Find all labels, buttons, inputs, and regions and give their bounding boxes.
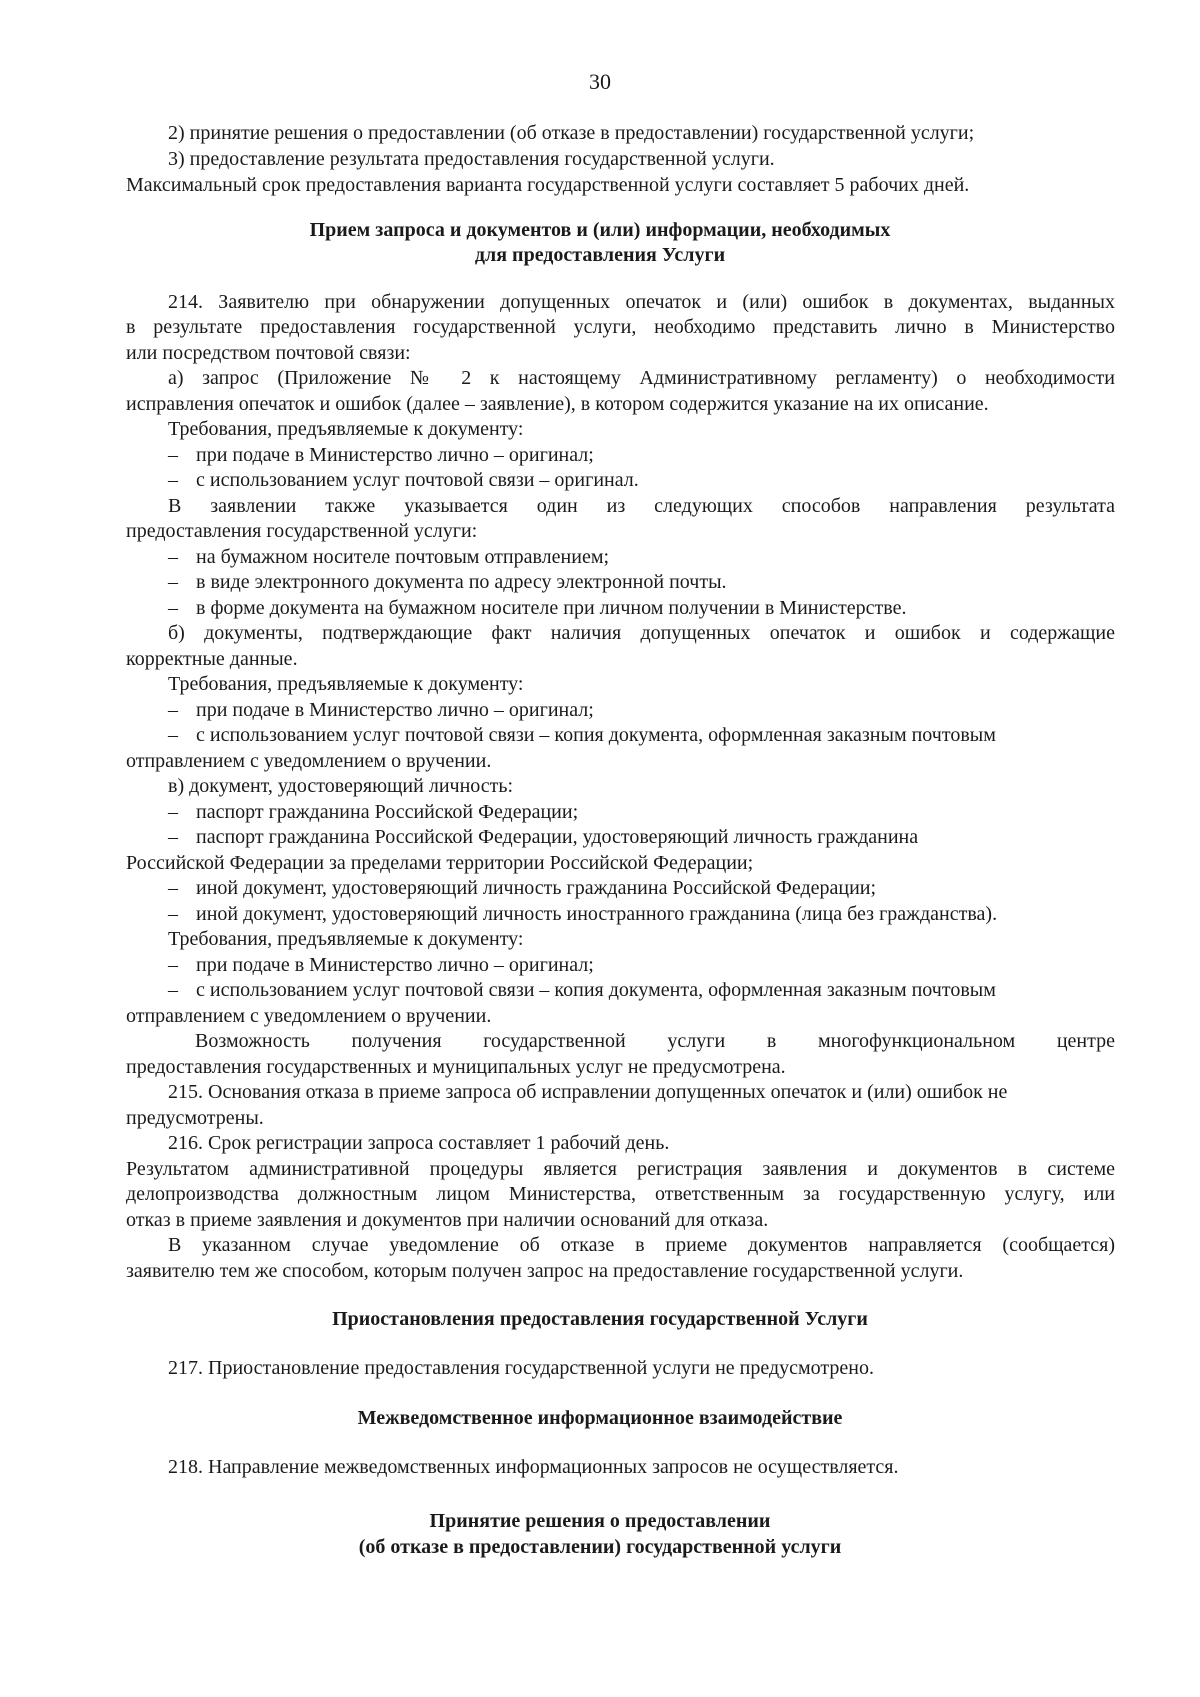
paragraph-line: б) документы, подтверждающие факт наличия допущенных опечаток и ошибок и содержащие (168, 622, 1115, 644)
section-heading: (об отказе в предоставлении) государственной услуги (358, 1536, 842, 1558)
paragraph-line: а) запрос (Приложение № 2 к настоящему Административному регламенту) о необходимости (168, 367, 1115, 389)
list-item: – при подаче в Министерство лично – оригинал; (168, 699, 594, 721)
list-item: – с использованием услуг почтовой связи – копия документа, оформленная заказным почтовым (168, 724, 996, 746)
paragraph-line: 218. Направление межведомственных информационных запросов не осуществляется. (168, 1456, 899, 1478)
dash-bullet: – (168, 826, 178, 848)
paragraph-line: 217. Приостановление предоставления государственной услуги не предусмотрено. (168, 1357, 874, 1379)
list-item: – иной документ, удостоверяющий личность иностранного гражданина (лица без гражданства). (168, 903, 998, 925)
paragraph-line: отправлением с уведомлением о вручении. (126, 750, 492, 772)
list-item-3: 3) предоставление результата предоставления государственной услуги. (168, 148, 775, 170)
paragraph-line: исправления опечаток и ошибок (далее – заявление), в котором содержится указание на их описание. (126, 393, 989, 415)
paragraph-line: 216. Срок регистрации запроса составляет 1 рабочий день. (168, 1132, 670, 1154)
dash-bullet: – (168, 597, 178, 619)
paragraph-line: в) документ, удостоверяющий личность: (168, 775, 514, 797)
dash-bullet: – (168, 903, 178, 925)
paragraph-line: корректные данные. (126, 648, 298, 670)
list-item: – при подаче в Министерство лично – оригинал; (168, 444, 594, 466)
dash-bullet: – (168, 979, 178, 1001)
page-number: 30 (589, 69, 611, 94)
dash-bullet: – (168, 444, 178, 466)
list-item: – на бумажном носителе почтовым отправлением; (168, 546, 610, 568)
paragraph-line: Результатом административной процедуры является регистрация заявления и документов в системе (126, 1158, 1115, 1180)
list-item: – в форме документа на бумажном носителе при личном получении в Министерстве. (168, 597, 907, 619)
section-heading: Приостановления предоставления государственной Услуги (332, 1308, 868, 1330)
max-term-text: Максимальный срок предоставления варианта государственной услуги составляет 5 рабочих дней. (126, 174, 970, 196)
dash-bullet: – (168, 877, 178, 899)
paragraph-line: или посредством почтовой связи: (126, 342, 411, 364)
dash-bullet: – (168, 724, 178, 746)
dash-bullet: – (168, 801, 178, 823)
paragraph-line: 214. Заявителю при обнаружении допущенных опечаток и (или) ошибок в документах, выданных (168, 291, 1115, 313)
paragraph-line: предоставления государственной услуги: (126, 520, 478, 542)
section-heading: для предоставления Услуги (474, 244, 726, 266)
paragraph-line: предусмотрены. (126, 1107, 264, 1129)
requirements-label: Требования, предъявляемые к документу: (168, 418, 524, 440)
paragraph-line: в результате предоставления государственной услуги, необходимо представить лично в Министерство (126, 316, 1115, 338)
paragraph-line: В заявлении также указывается один из следующих способов направления результата (168, 495, 1115, 517)
paragraph-line: отказ в приеме заявления и документов при наличии оснований для отказа. (126, 1209, 769, 1231)
dash-bullet: – (168, 469, 178, 491)
paragraph-line: заявителю тем же способом, которым получен запрос на предоставление государственной услуги. (126, 1260, 964, 1282)
list-item: – в виде электронного документа по адресу электронной почты. (168, 571, 727, 593)
list-item: – при подаче в Министерство лично – оригинал; (168, 954, 594, 976)
list-item-2: 2) принятие решения о предоставлении (об отказе в предоставлении) государственной услуги; (168, 122, 975, 144)
paragraph-line: 215. Основания отказа в приеме запроса об исправлении допущенных опечаток и (или) ошибок не (168, 1081, 1008, 1103)
paragraph-line: отправлением с уведомлением о вручении. (126, 1005, 492, 1027)
list-item: – паспорт гражданина Российской Федерации; (168, 801, 579, 823)
dash-bullet: – (168, 699, 178, 721)
paragraph-line: В указанном случае уведомление об отказе в приеме документов направляется (сообщается) (168, 1234, 1115, 1256)
dash-bullet: – (168, 954, 178, 976)
dash-bullet: – (168, 546, 178, 568)
requirements-label: Требования, предъявляемые к документу: (168, 928, 524, 950)
list-item: – с использованием услуг почтовой связи – копия документа, оформленная заказным почтовым (168, 979, 996, 1001)
list-item: – иной документ, удостоверяющий личность гражданина Российской Федерации; (168, 877, 877, 899)
list-item: – паспорт гражданина Российской Федерации, удостоверяющий личность гражданина (168, 826, 919, 848)
list-item: – с использованием услуг почтовой связи – оригинал. (168, 469, 639, 491)
dash-bullet: – (168, 571, 178, 593)
paragraph-line: делопроизводства должностным лицом Министерства, ответственным за государственную услугу, или (126, 1183, 1115, 1205)
section-heading: Межведомственное информационное взаимодействие (357, 1407, 843, 1429)
paragraph-line: предоставления государственных и муниципальных услуг не предусмотрена. (126, 1056, 786, 1078)
section-heading: Прием запроса и документов и (или) информации, необходимых (309, 219, 891, 241)
section-heading: Принятие решения о предоставлении (429, 1510, 771, 1532)
paragraph-line: Возможность получения государственной услуги в многофункциональном центре (195, 1030, 1115, 1052)
paragraph-line: Российской Федерации за пределами территории Российской Федерации; (126, 852, 754, 874)
requirements-label: Требования, предъявляемые к документу: (168, 673, 524, 695)
